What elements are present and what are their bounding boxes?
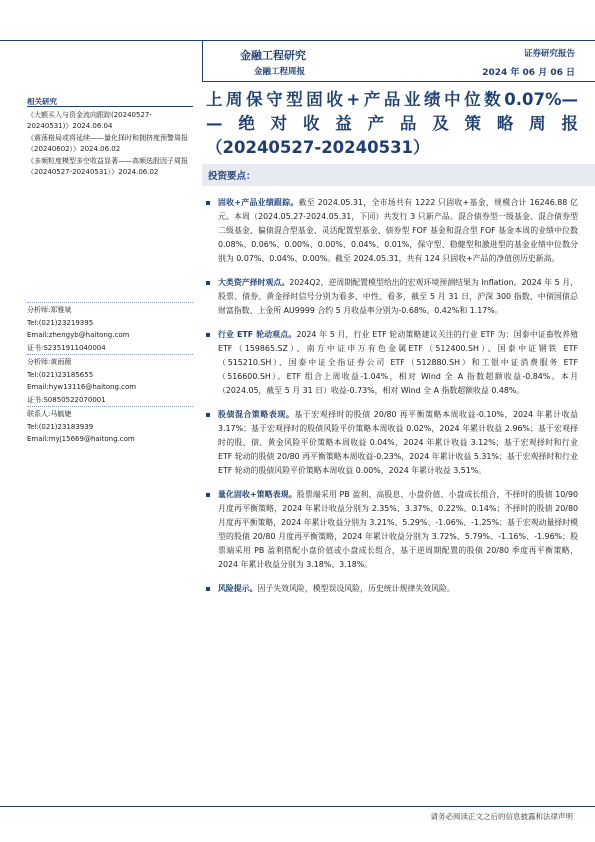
bullet-risk-warning <box>206 582 578 596</box>
analyst-card <box>27 302 193 354</box>
title-line-3: （20240527-20240531） <box>206 138 430 157</box>
header-bottom-rule <box>202 81 595 82</box>
analyst-tel: Tel:(021)23219395 <box>27 318 94 327</box>
related-link-2[interactable]: 《震荡格局或将延续——量化择时和拥挤度预警周报（20240602）》2024.06.02 <box>27 133 188 154</box>
related-research-rule <box>27 106 193 107</box>
analyst-cert: 证书:S2351911040004 <box>27 343 106 352</box>
title-line-2: —绝对收益产品及策略周报 <box>206 114 578 133</box>
header-subtitle: 金融工程周报 <box>254 67 306 77</box>
bullet-body: 2024 年 5 月，行业 ETF 轮动策略建议关注的行业 ETF 为：国泰中证畜牧养殖 ETF（159865.SZ）、南方中证申万有色金属ETF（512400.SH）、国泰中证钢铁 ETF（515210.SH）、国泰中证全指证券公司 ETF（512880.SH）和工银中证消费服务 ETF（516600.SH）。ETF 组合上周收益-1.04%，相对 Wind 全 A 指数超额收益-0.84%。本月（2024.05，截至 5 月 31 日）收益-0.73%，相对 Wind 全 A 指数超额收益 0.48%。 <box>218 330 578 395</box>
bullet-marker-icon <box>206 333 210 337</box>
bullet-body: 股票端采用 PB 盈利、高股息、小盘价值、小盘成长组合，不择时的股债 10/90 月度再平衡策略，2024 年累计收益分别为 2.35%、3.37%、0.22%、0.14%；不择时的股债 20/80 月度再平衡策略，2024 年累计收益分别为 3.21%、5.29%、-1.06%、-1.25%；基于宏观动量择时模型的股债 20/80 月度再平衡策略，2024 年累计收益分别为 3.72%、5.79%、-1.16%、-1.96%；股票端采用 PB 盈利搭配小盘价值或小盘成长组合，基于逆周期配置的股债 20/80 季度再平衡策略，2024 年累计收益分别为 3.18%、3.18%。 <box>218 490 578 569</box>
bullet-body: 因子失效风险，模型误设风险，历史统计规律失效风险。 <box>257 584 455 593</box>
contact-email[interactable]: Email:myj15669@haitong.com <box>27 435 135 443</box>
bullet-quant-strategy <box>206 488 578 572</box>
bullet-fixed-income-plus <box>206 196 578 266</box>
key-points-list <box>206 196 578 606</box>
bullet-heading: 量化固收+策略表现。 <box>218 490 297 499</box>
analyst-name: 分析师:郑雅斌 <box>27 306 72 314</box>
bullet-marker-icon <box>206 281 210 285</box>
related-link-3[interactable]: 《多频粒度模型多空收益显著——高频选股因子周报（20240527-20240531）》2024.06.02 <box>27 156 188 177</box>
bullet-stock-bond-mix <box>206 408 578 478</box>
analyst-list <box>27 302 193 446</box>
bullet-marker-icon <box>206 587 210 591</box>
related-research-list <box>27 110 193 178</box>
header-divider <box>202 40 203 82</box>
footer-disclaimer: 请务必阅读正文之后的信息披露和法律声明 <box>430 812 573 821</box>
contact-card <box>27 406 193 446</box>
bullet-heading: 股债混合策略表现。 <box>218 410 295 419</box>
analyst-email[interactable]: Email:hyw13116@haitong.com <box>27 383 137 391</box>
bullet-marker-icon <box>206 493 210 497</box>
header-title: 金融工程研究 <box>240 49 306 62</box>
related-link-1[interactable]: 《大额买入与资金流向跟踪(20240527-20240531)》2024.06.04 <box>27 111 152 131</box>
bullet-heading: 大类资产择时观点。 <box>218 278 290 287</box>
contact-name: 联系人:马毓婕 <box>27 410 72 418</box>
analyst-cert: 证书:S0850522070001 <box>27 395 106 404</box>
bullet-heading: 固收+产品业绩跟踪。 <box>218 198 299 207</box>
bullet-heading: 行业 ETF 轮动观点。 <box>218 330 297 339</box>
key-points-band <box>202 164 595 186</box>
analyst-name: 分析师:黄雨薇 <box>27 358 72 366</box>
title-line-1: 上周保守型固收+产品业绩中位数0.07%— <box>206 90 578 109</box>
report-date: 2024 年 06 月 06 日 <box>482 68 575 78</box>
bullet-heading: 风险提示。 <box>218 584 258 593</box>
analyst-tel: Tel:(021)23185655 <box>27 370 94 379</box>
bullet-marker-icon <box>206 201 210 205</box>
related-research-label: 相关研究 <box>27 97 57 106</box>
bullet-marker-icon <box>206 413 210 417</box>
key-points-label: 投资要点： <box>208 171 256 182</box>
bullet-body: 基于宏观择时的股债 20/80 再平衡策略本周收益-0.10%，2024 年累计收益 3.17%；基于宏观择时的股债风险平价策略本周收益 0.02%，2024 年累计收益 2.96%；基于宏观择时的股、债、黄金风险平价策略本周收益 0.04%，2024 年累计收益 3.12%；基于宏观择时和行业 ETF 轮动的股债 20/80 再平衡策略本周收益-0.23%，2024 年累计收益 5.31%；基于宏观择时和行业 ETF 轮动的股债风险平价策略本周收益 0.00%，2024 年累计收益 3.51%。 <box>218 410 578 475</box>
bullet-body: 2024Q2，逆周期配置模型给出的宏观环境预测结果为 Inflation。2024 年 5 月，股票、债券、黄金择时信号分别为看多、中性、看多，截至 5 月 31 日，沪深 300 指数、中债国债总财富指数、上金所 AU9999 合约 5 月收益率分别为-0.68%、0.42%和 1.17%。 <box>218 278 578 315</box>
header-top-rule <box>0 40 595 41</box>
contact-tel: Tel:(021)23183939 <box>27 422 94 431</box>
analyst-card <box>27 354 193 406</box>
bullet-etf-rotation <box>206 328 578 398</box>
analyst-email[interactable]: Email:zhengyb@haitong.com <box>27 331 130 339</box>
footer-rule <box>0 806 595 807</box>
bullet-body: 截至 2024.05.31，全市场共有 1222 只固收+基金，规模合计 16246.88 亿元。本周（2024.05.27-2024.05.31，下同）共发行 3 只新产品。混合债券型一级基金、混合债券型二级基金、偏债混合型基金、灵活配置型基金、债券型 FOF 基金和混合型 FOF 基金本周的业绩中位数 0.08%、0.06%、0.00%、0.00%、0.04%、0.01%，保守型、稳健型和激进型的基金业绩中位数分别为 0.07%、0.04%、0.00%。截至 2024.05.31，共有 124 只固收+产品的净值创历史新高。 <box>218 198 578 263</box>
report-type: 证券研究报告 <box>523 49 575 59</box>
page-title <box>206 88 578 160</box>
bullet-asset-timing <box>206 276 578 318</box>
